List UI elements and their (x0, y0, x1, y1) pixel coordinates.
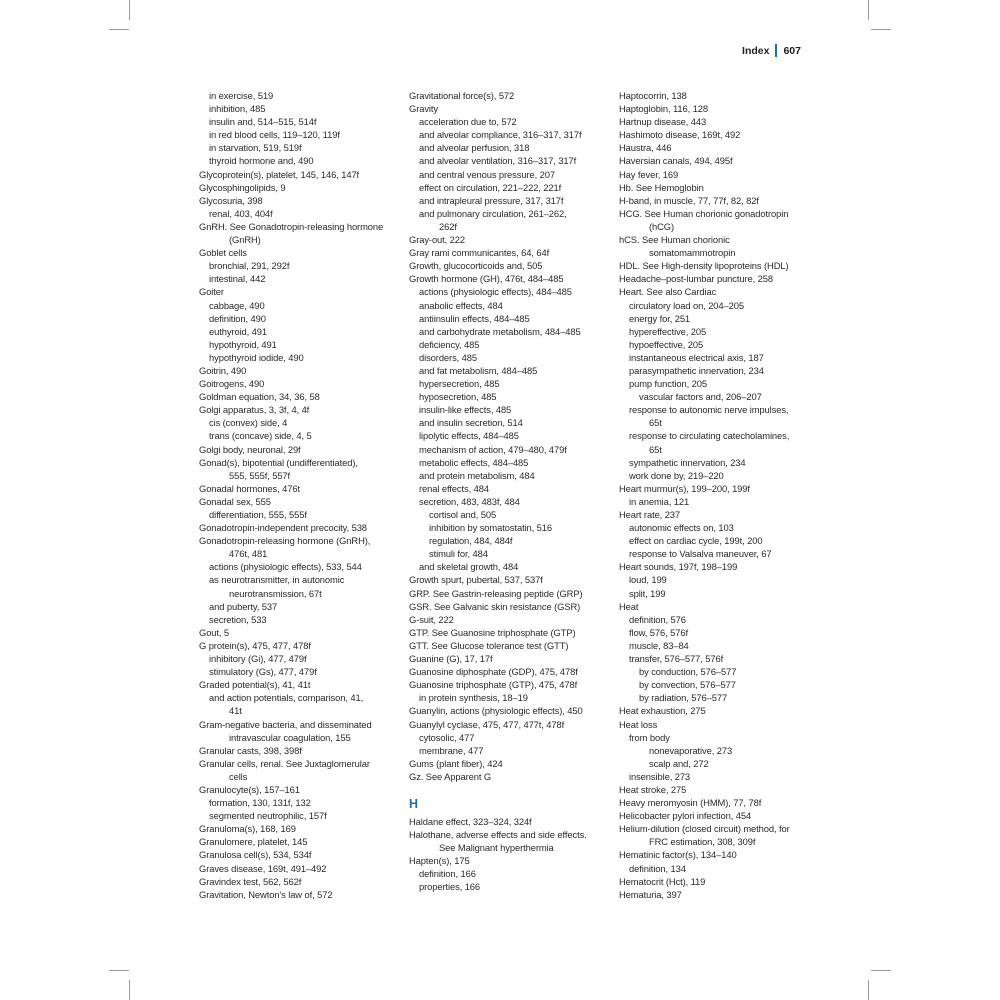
index-subentry: actions (physiologic effects), 533, 544 (209, 561, 362, 573)
index-subentry: bronchial, 291, 292f (209, 260, 290, 272)
index-subentry: loud, 199 (629, 574, 667, 586)
index-subentry: definition, 576 (629, 613, 686, 625)
index-entry: Golgi apparatus, 3, 3f, 4, 4f (199, 404, 310, 416)
index-subentry: hypoeffective, 205 (629, 338, 704, 350)
index-subentry: in protein synthesis, 18–19 (419, 692, 528, 704)
index-subentry: and alveolar perfusion, 318 (419, 142, 530, 154)
crop-mark (871, 970, 891, 971)
index-entry: Heavy meromyosin (HMM), 77, 78f (619, 797, 762, 809)
index-subentry: and central venous pressure, 207 (419, 168, 555, 180)
header-section-title: Index (742, 44, 770, 57)
index-subentry: 476t, 481 (229, 548, 268, 560)
index-subentry: insulin-like effects, 485 (419, 404, 512, 416)
index-subentry: by radiation, 576–577 (639, 692, 728, 704)
index-entry: Granular casts, 398, 398f (199, 744, 302, 756)
index-subentry: autonomic effects on, 103 (629, 522, 734, 534)
index-subentry: neurotransmission, 67t (229, 587, 322, 599)
index-entry: Gravindex test, 562, 562f (199, 875, 302, 887)
index-entry: Growth hormone (GH), 476t, 484–485 (409, 273, 564, 285)
index-entry: GnRH. See Gonadotropin-releasing hormone (199, 220, 384, 232)
index-subentry: disorders, 485 (419, 351, 478, 363)
index-subentry: renal effects, 484 (419, 482, 489, 494)
index-entry: Goblet cells (199, 247, 247, 259)
index-entry: Gout, 5 (199, 626, 230, 638)
index-subentry: and puberty, 537 (209, 600, 278, 612)
index-entry: Gonad(s), bipotential (undifferentiated), (199, 456, 358, 468)
index-entry: Helium-dilution (closed circuit) method, for (619, 823, 790, 835)
index-entry: Haustra, 446 (619, 142, 672, 154)
index-subentry: and alveolar ventilation, 316–317, 317f (419, 155, 577, 167)
index-entry: Haptoglobin, 116, 128 (619, 103, 708, 115)
index-subentry: metabolic effects, 484–485 (419, 456, 529, 468)
index-entry: Glycosuria, 398 (199, 194, 263, 206)
index-subentry: actions (physiologic effects), 484–485 (419, 286, 572, 298)
index-entry: Hapten(s), 175 (409, 855, 470, 867)
index-entry: Gonadal sex, 555 (199, 495, 271, 507)
index-subentry: energy for, 251 (629, 312, 691, 324)
index-subentry: cortisol and, 505 (429, 509, 497, 520)
index-subentry: vascular factors and, 206–207 (639, 391, 762, 403)
index-subentry: nonevaporative, 273 (649, 744, 733, 756)
index-subentry: hypereffective, 205 (629, 325, 707, 337)
index-entry: H-band, in muscle, 77, 77f, 82, 82f (619, 194, 759, 206)
index-subentry: flow, 576, 576f (629, 626, 688, 638)
index-subentry: lipolytic effects, 484–485 (419, 430, 519, 442)
index-entry: Heat loss (619, 718, 658, 730)
index-subentry: pump function, 205 (629, 378, 707, 390)
index-subentry: FRC estimation, 308, 309f (649, 836, 756, 848)
index-subentry: intestinal, 442 (209, 273, 266, 285)
index-subentry: cytosolic, 477 (419, 731, 475, 743)
index-column-2 (409, 89, 614, 894)
running-header (742, 44, 801, 57)
index-entry: Gonadal hormones, 476t (199, 482, 300, 494)
index-subentry: deficiency, 485 (419, 338, 480, 350)
index-subentry: and carbohydrate metabolism, 484–485 (419, 325, 581, 337)
index-entry: Headache–post-lumbar puncture, 258 (619, 273, 773, 285)
index-subentry: formation, 130, 131f, 132 (209, 797, 311, 809)
index-entry: Guanosine diphosphate (GDP), 475, 478f (409, 666, 578, 678)
index-subentry: antiinsulin effects, 484–485 (419, 312, 530, 324)
index-subentry: circulatory load on, 204–205 (629, 299, 744, 311)
index-subentry: properties, 166 (419, 881, 481, 893)
index-subentry: renal, 403, 404f (209, 207, 273, 219)
index-entry: HCG. See Human chorionic gonadotropin (619, 207, 789, 219)
index-entry: Heart rate, 237 (619, 509, 681, 520)
index-subentry: membrane, 477 (419, 744, 484, 756)
index-subentry: in red blood cells, 119–120, 119f (209, 129, 340, 141)
index-entry: Heat stroke, 275 (619, 783, 687, 795)
index-subentry: effect on circulation, 221–222, 221f (419, 181, 562, 193)
index-entry: Growth, glucocorticoids and, 505 (409, 260, 543, 272)
index-subentry: 65t (649, 417, 662, 429)
index-entry: Gonadotropin-independent precocity, 538 (199, 522, 367, 534)
index-subentry: See Malignant hyperthermia (439, 842, 554, 854)
crop-mark (868, 980, 869, 1000)
index-subentry: parasympathetic innervation, 234 (629, 364, 764, 376)
index-subentry: and skeletal growth, 484 (419, 561, 519, 573)
index-subentry: response to autonomic nerve impulses, (629, 404, 789, 416)
index-entry: Guanylin, actions (physiologic effects), 450 (409, 705, 583, 717)
index-entry: Goitrin, 490 (199, 364, 247, 376)
index-entry: Golgi body, neuronal, 29f (199, 443, 301, 455)
index-entry: Hb. See Hemoglobin (619, 181, 704, 193)
index-subentry: and action potentials, comparison, 41, (209, 692, 364, 704)
index-subentry: secretion, 483, 483f, 484 (419, 495, 520, 507)
crop-mark (109, 970, 129, 971)
index-entry: Gonadotropin-releasing hormone (GnRH), (199, 535, 371, 547)
index-entry: Hematocrit (Hct), 119 (619, 875, 706, 887)
index-subentry: 555, 555f, 557f (229, 469, 291, 481)
index-subentry: response to circulating catecholamines, (629, 430, 790, 442)
index-subentry: 41t (229, 705, 242, 717)
index-entry: Heart. See also Cardiac (619, 286, 717, 298)
index-subentry: euthyroid, 491 (209, 325, 268, 337)
index-subentry: anabolic effects, 484 (419, 299, 503, 311)
index-column-3 (619, 89, 824, 901)
index-subentry: sympathetic innervation, 234 (629, 456, 746, 468)
index-entry: Helicobacter pylori infection, 454 (619, 810, 752, 822)
index-subentry: mechanism of action, 479–480, 479f (419, 443, 567, 455)
index-entry: Graves disease, 169t, 491–492 (199, 862, 327, 874)
index-entry: Heart sounds, 197f, 198–199 (619, 561, 738, 573)
index-subentry: secretion, 533 (209, 613, 267, 625)
index-subentry: muscle, 83–84 (629, 639, 689, 651)
index-subentry: definition, 134 (629, 862, 686, 874)
index-entry: Gravitation, Newton's law of, 572 (199, 888, 333, 900)
index-subentry: transfer, 576–577, 576f (629, 653, 724, 665)
index-subentry: scalp and, 272 (649, 757, 709, 769)
index-subentry: in exercise, 519 (209, 90, 274, 101)
index-subentry: definition, 490 (209, 312, 266, 324)
index-subentry: response to Valsalva maneuver, 67 (629, 548, 772, 560)
section-letter-heading: H (409, 796, 418, 811)
index-subentry: hyposecretion, 485 (419, 391, 497, 403)
index-subentry: segmented neutrophilic, 157f (209, 810, 327, 822)
crop-mark (129, 980, 130, 1000)
index-subentry: stimuli for, 484 (429, 548, 488, 560)
crop-mark (129, 0, 130, 20)
index-subentry: hypothyroid iodide, 490 (209, 351, 304, 363)
index-subentry: and pulmonary circulation, 261–262, (419, 207, 567, 219)
index-entry: G protein(s), 475, 477, 478f (199, 639, 311, 651)
index-entry: Hematinic factor(s), 134–140 (619, 849, 737, 861)
index-entry: Gz. See Apparent G (409, 770, 492, 782)
index-subentry: and alveolar compliance, 316–317, 317f (419, 129, 582, 141)
index-subentry: by convection, 576–577 (639, 679, 736, 691)
index-subentry: as neurotransmitter, in autonomic (209, 574, 345, 586)
index-entry: Granular cells, renal. See Juxtaglomerular (199, 757, 370, 769)
index-subentry: definition, 166 (419, 868, 476, 880)
index-entry: Gram-negative bacteria, and disseminated (199, 718, 372, 730)
index-entry: Hematuria, 397 (619, 888, 682, 900)
index-subentry: somatomammotropin (649, 247, 736, 259)
index-subentry: differentiation, 555, 555f (209, 509, 307, 520)
index-subentry: insensible, 273 (629, 770, 691, 782)
index-entry: Graded potential(s), 41, 41t (199, 679, 311, 691)
index-subentry: inhibition, 485 (209, 103, 266, 115)
index-entry: Guanylyl cyclase, 475, 477, 477t, 478f (409, 718, 565, 730)
crop-mark (868, 0, 869, 20)
index-entry: Hartnup disease, 443 (619, 116, 707, 128)
index-entry: Halothane, adverse effects and side effects. (409, 829, 587, 841)
index-subentry: and protein metabolism, 484 (419, 469, 535, 481)
index-subentry: cabbage, 490 (209, 299, 265, 311)
index-subentry: stimulatory (Gs), 477, 479f (209, 666, 317, 678)
index-entry: Heat (619, 600, 639, 612)
index-subentry: (hCG) (649, 220, 675, 232)
index-subentry: 65t (649, 443, 662, 455)
header-divider (775, 44, 777, 57)
index-subentry: thyroid hormone and, 490 (209, 155, 314, 167)
index-subentry: (GnRH) (229, 234, 261, 246)
index-entry: Hashimoto disease, 169t, 492 (619, 129, 741, 141)
index-entry: Goiter (199, 286, 224, 298)
index-entry: Gravitational force(s), 572 (409, 90, 515, 101)
index-subentry: and fat metabolism, 484–485 (419, 364, 538, 376)
index-entry: Haptocorrin, 138 (619, 90, 687, 101)
index-entry: Haversian canals, 494, 495f (619, 155, 733, 167)
index-subentry: by conduction, 576–577 (639, 666, 737, 678)
index-column-1 (199, 89, 404, 901)
index-entry: Gray rami communicantes, 64, 64f (409, 247, 550, 259)
index-entry: Granulomere, platelet, 145 (199, 836, 308, 848)
crop-mark (871, 29, 891, 30)
index-subentry: instantaneous electrical axis, 187 (629, 351, 764, 363)
index-entry: Heart murmur(s), 199–200, 199f (619, 482, 750, 494)
index-subentry: insulin and, 514–515, 514f (209, 116, 317, 128)
index-entry: Guanosine triphosphate (GTP), 475, 478f (409, 679, 578, 691)
index-subentry: acceleration due to, 572 (419, 116, 517, 128)
index-entry: Goitrogens, 490 (199, 378, 265, 390)
index-entry: Glycosphingolipids, 9 (199, 181, 286, 193)
index-entry: Granulosa cell(s), 534, 534f (199, 849, 312, 861)
index-subentry: and intrapleural pressure, 317, 317f (419, 194, 564, 206)
index-subentry: work done by, 219–220 (629, 469, 724, 481)
index-subentry: intravascular coagulation, 155 (229, 731, 351, 743)
index-subentry: hypersecretion, 485 (419, 378, 500, 390)
index-entry: Haldane effect, 323–324, 324f (409, 815, 532, 827)
index-entry: GSR. See Galvanic skin resistance (GSR) (409, 600, 581, 612)
index-subentry: inhibition by somatostatin, 516 (429, 522, 553, 534)
index-subentry: hypothyroid, 491 (209, 338, 277, 350)
index-subentry: 262f (439, 220, 457, 232)
crop-mark (109, 29, 129, 30)
index-entry: GTT. See Glucose tolerance test (GTT) (409, 639, 569, 651)
index-entry: Guanine (G), 17, 17f (409, 653, 493, 665)
index-entry: Gray-out, 222 (409, 234, 466, 246)
index-subentry: trans (concave) side, 4, 5 (209, 430, 312, 442)
index-entry: Growth spurt, pubertal, 537, 537f (409, 574, 543, 586)
index-subentry: in starvation, 519, 519f (209, 142, 302, 154)
index-subentry: cells (229, 770, 248, 782)
index-entry: Gravity (409, 103, 438, 115)
index-subentry: cis (convex) side, 4 (209, 417, 288, 429)
index-subentry: inhibitory (Gi), 477, 479f (209, 653, 307, 665)
index-entry: Hay fever, 169 (619, 168, 679, 180)
index-entry: Heat exhaustion, 275 (619, 705, 706, 717)
index-entry: Glycoprotein(s), platelet, 145, 146, 147f (199, 168, 360, 180)
index-entry: G-suit, 222 (409, 613, 454, 625)
index-entry: Goldman equation, 34, 36, 58 (199, 391, 320, 403)
index-entry: Granulocyte(s), 157–161 (199, 783, 300, 795)
index-subentry: and insulin secretion, 514 (419, 417, 523, 429)
index-subentry: effect on cardiac cycle, 199t, 200 (629, 535, 763, 547)
index-entry: HDL. See High-density lipoproteins (HDL) (619, 260, 789, 272)
index-subentry: in anemia, 121 (629, 495, 690, 507)
index-subentry: regulation, 484, 484f (429, 535, 513, 547)
index-subentry: from body (629, 731, 670, 743)
index-entry: Granuloma(s), 168, 169 (199, 823, 296, 835)
index-entry: GTP. See Guanosine triphosphate (GTP) (409, 626, 576, 638)
page-number: 607 (783, 44, 801, 57)
index-entry: GRP. See Gastrin-releasing peptide (GRP) (409, 587, 583, 599)
index-entry: hCS. See Human chorionic (619, 234, 730, 246)
index-entry: Gums (plant fiber), 424 (409, 757, 503, 769)
index-subentry: split, 199 (629, 587, 666, 599)
